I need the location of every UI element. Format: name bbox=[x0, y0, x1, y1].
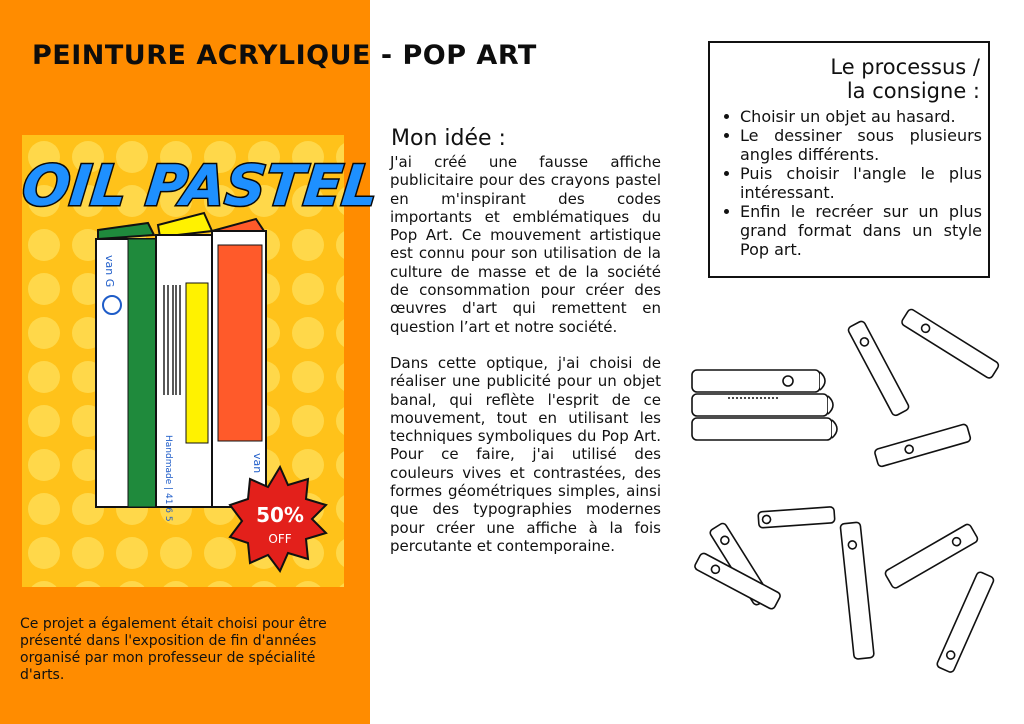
process-step: Enfin le recréer sur un plus grand format dans un style Pop art. bbox=[720, 202, 982, 259]
green-crayon bbox=[96, 223, 156, 507]
sketch-stacked-pastels bbox=[692, 370, 837, 440]
sketch-pastel bbox=[884, 523, 979, 589]
poster-headline: OIL PASTEL bbox=[19, 154, 382, 219]
process-box bbox=[708, 41, 990, 278]
exhibition-caption: Ce projet a également était choisi pour être présenté dans l'exposition de fin d'années organisé par mon professeur de spécialité d'arts. bbox=[20, 616, 327, 683]
yellow-crayon bbox=[156, 213, 212, 522]
process-heading-line-1: Le processus / bbox=[830, 55, 980, 79]
pastel-sketches bbox=[688, 300, 1008, 672]
idea-heading: Mon idée : bbox=[391, 126, 506, 151]
process-step: Puis choisir l'angle le plus intéressant. bbox=[720, 164, 982, 202]
sketch-pastel bbox=[840, 522, 874, 659]
green-crayon-label: van G bbox=[103, 255, 116, 288]
sketch-pastel bbox=[936, 571, 995, 673]
red-crayon bbox=[212, 219, 266, 507]
oil-pastel-poster bbox=[19, 135, 382, 587]
idea-text bbox=[390, 153, 661, 573]
badge-off: OFF bbox=[268, 532, 292, 546]
process-step: Le dessiner sous plusieurs angles différents. bbox=[720, 126, 982, 164]
badge-percent: 50% bbox=[256, 503, 304, 527]
process-heading-line-2: la consigne : bbox=[846, 79, 980, 103]
page-title: PEINTURE ACRYLIQUE - POP ART bbox=[32, 40, 537, 71]
process-steps bbox=[720, 107, 982, 259]
process-step: Choisir un objet au hasard. bbox=[720, 107, 982, 126]
process-heading bbox=[830, 55, 980, 103]
idea-paragraph-2: Dans cette optique, j'ai choisi de réaliser une publicité pour un objet banal, qui reflète l'esprit de ce mouvement, tout en utilisant les techniques symboliques du Pop Art. Pour ce faire, j'ai utilisé des couleurs vives et contrastées, des formes géométriques simples, ainsi que des typographies modernes pour créer une affiche à la fois percutante et contemporaine. bbox=[390, 353, 661, 555]
yellow-crayon-label: Handmade | 41 6 5 bbox=[163, 435, 173, 522]
sketch-pastel bbox=[758, 507, 835, 528]
sketch-pastel bbox=[847, 320, 910, 417]
red-crayon-label: van bbox=[251, 453, 264, 474]
sketch-pastel bbox=[900, 308, 999, 379]
sketch-pastel bbox=[874, 424, 971, 468]
idea-paragraph-1: J'ai créé une fausse affiche publicitaire pour des crayons pastel en m'inspirant des codes importants et emblématiques du Pop Art. Ce mouvement artistique est connu pour son utilisation de la culture de masse et de la société de consommation pour créer des œuvres d'art qui remettent en question l’art et notre société. bbox=[390, 153, 661, 336]
